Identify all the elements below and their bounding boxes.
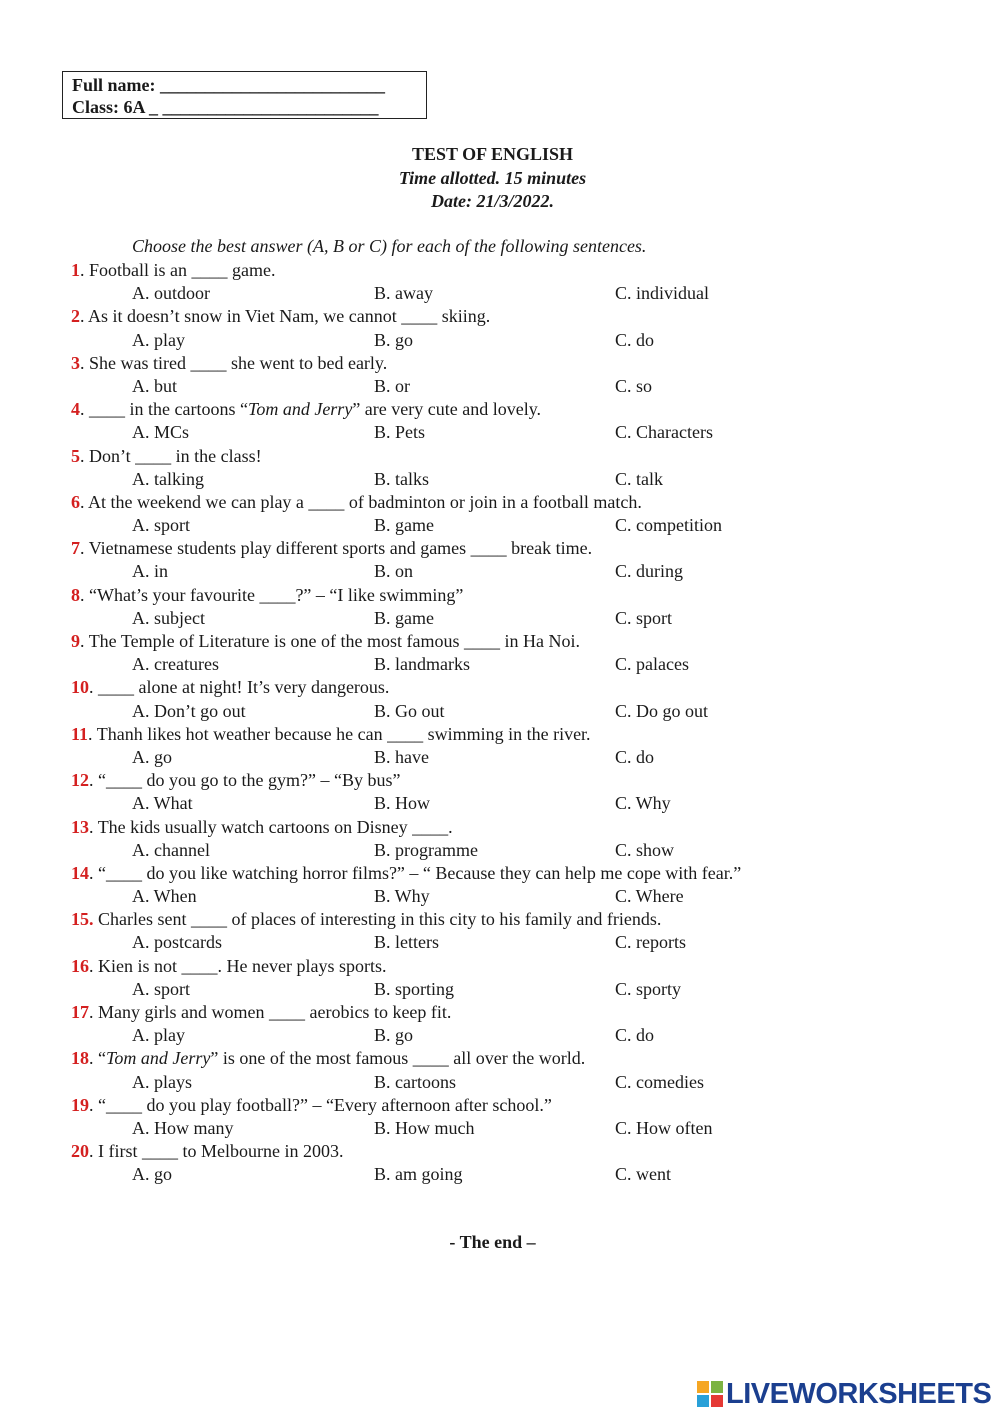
- question-separator: .: [80, 399, 89, 420]
- answer-options: [71, 1117, 971, 1140]
- logo-square-4: [711, 1395, 723, 1407]
- question-2: [71, 305, 971, 328]
- option-b: B. letters: [374, 932, 439, 953]
- question-number: 4: [71, 399, 80, 420]
- question-text: ” are very cute and lovely.: [352, 399, 542, 420]
- question-separator: .: [80, 352, 89, 373]
- question-text: Kien is not ____. He never plays sports.: [98, 955, 387, 976]
- question-number: 16: [71, 955, 89, 976]
- option-a: A. How many: [132, 1117, 234, 1138]
- question-8: [71, 584, 971, 607]
- option-c: C. do: [615, 1025, 655, 1046]
- option-c: C. do: [615, 329, 655, 350]
- question-number: 5: [71, 445, 80, 466]
- answer-options: [71, 1024, 971, 1047]
- question-text: “: [98, 1048, 106, 1069]
- question-separator: .: [88, 723, 97, 744]
- option-c: C. sporty: [615, 978, 682, 999]
- option-a: A. What: [132, 793, 193, 814]
- question-text: “____ do you go to the gym?” – “By bus”: [98, 770, 401, 791]
- student-info-box: [62, 71, 427, 119]
- option-a: A. in: [132, 561, 168, 582]
- the-end: - The end –: [449, 1232, 536, 1252]
- liveworksheets-logo-text: LIVEWORKSHEETS: [726, 1377, 992, 1410]
- answer-options: [71, 607, 971, 630]
- question-text: As it doesn’t snow in Viet Nam, we cannot ____ skiing.: [88, 306, 491, 327]
- question-separator: .: [89, 770, 98, 791]
- option-b: B. or: [374, 375, 410, 396]
- question-6: [71, 491, 971, 514]
- question-1: [71, 259, 971, 282]
- answer-options: [71, 746, 971, 769]
- option-c: C. Where: [615, 886, 684, 907]
- option-c: C. during: [615, 561, 684, 582]
- question-separator: .: [89, 1002, 98, 1022]
- option-c: C. Do go out: [615, 700, 709, 721]
- option-a: A. channel: [132, 839, 210, 860]
- question-text: Charles sent ____ of places of interesting in this city to his family and friends.: [98, 909, 662, 930]
- option-b: B. How: [374, 793, 431, 814]
- option-b: B. How much: [374, 1117, 475, 1138]
- question-number: 1: [71, 260, 80, 280]
- question-text-italic: Tom and Jerry: [247, 399, 353, 420]
- question-separator: .: [89, 816, 98, 837]
- question-text: Football is an ____ game.: [89, 260, 276, 280]
- question-separator: .: [89, 1094, 98, 1115]
- question-separator: .: [89, 862, 98, 883]
- question-text: Thanh likes hot weather because he can ____ swimming in the river.: [96, 723, 591, 744]
- option-c: C. so: [615, 375, 653, 396]
- question-text: “What’s your favourite ____?” – “I like swimming”: [89, 584, 464, 605]
- option-c: C. went: [615, 1164, 671, 1185]
- option-b: B. am going: [374, 1164, 463, 1185]
- question-11: [71, 723, 971, 746]
- option-c: C. do: [615, 746, 655, 767]
- answer-options: [71, 792, 971, 815]
- option-c: C. individual: [615, 283, 709, 304]
- class-line: Class: 6A _ ________________________: [72, 97, 379, 117]
- option-b: B. Go out: [374, 700, 445, 721]
- question-text: At the weekend we can play a ____ of badminton or join in a football match.: [88, 491, 642, 512]
- question-number: 3: [71, 352, 80, 373]
- question-separator: .: [80, 306, 89, 327]
- test-title: TEST OF ENGLISH: [411, 144, 574, 164]
- question-separator: .: [89, 1048, 98, 1069]
- answer-options: [71, 329, 971, 352]
- option-b: B. game: [374, 515, 434, 536]
- option-a: A. sport: [132, 515, 190, 536]
- option-b: B. game: [374, 607, 434, 628]
- option-a: A. go: [132, 1164, 172, 1185]
- option-a: A. outdoor: [132, 283, 210, 304]
- answer-options: [71, 700, 971, 723]
- answer-options: [71, 839, 971, 862]
- time-allotted: Time allotted. 15 minutes: [398, 168, 587, 188]
- question-18: [71, 1047, 971, 1070]
- option-b: B. talks: [374, 468, 430, 489]
- question-15: [71, 908, 971, 931]
- option-c: C. reports: [615, 932, 686, 953]
- option-a: A. MCs: [132, 422, 190, 443]
- question-number: 14: [71, 862, 89, 883]
- answer-options: [71, 885, 971, 908]
- question-separator: .: [80, 631, 89, 651]
- option-c: C. competition: [615, 515, 722, 536]
- option-b: B. go: [374, 329, 414, 350]
- question-separator: .: [80, 445, 89, 466]
- question-text: Many girls and women ____ aerobics to keep fit.: [98, 1002, 452, 1022]
- question-14: [71, 862, 971, 885]
- option-a: A. postcards: [132, 932, 222, 953]
- question-text: ” is one of the most famous ____ all over the world.: [210, 1048, 586, 1069]
- instruction: Choose the best answer (A, B or C) for each of the following sentences.: [132, 236, 647, 256]
- question-separator: .: [80, 260, 89, 280]
- question-12: [71, 769, 971, 792]
- question-separator: .: [89, 1141, 98, 1162]
- option-c: C. palaces: [615, 654, 689, 675]
- question-number: 10: [71, 677, 89, 698]
- question-separator: .: [80, 491, 89, 512]
- option-a: A. plays: [132, 1071, 192, 1092]
- full-name-line: Full name: _________________________: [72, 75, 385, 95]
- question-text: The kids usually watch cartoons on Disney ____.: [97, 816, 453, 837]
- answer-options: [71, 931, 971, 954]
- question-text: “____ do you play football?” – “Every afternoon after school.”: [98, 1094, 552, 1115]
- answer-options: [71, 514, 971, 537]
- option-a: A. subject: [132, 607, 205, 628]
- option-a: A. play: [132, 1025, 185, 1046]
- logo-square-2: [711, 1381, 723, 1393]
- answer-options: [71, 560, 971, 583]
- question-17: [71, 1001, 971, 1024]
- question-number: 8: [71, 584, 80, 605]
- question-5: [71, 445, 971, 468]
- option-c: C. talk: [615, 468, 663, 489]
- option-a: A. talking: [132, 468, 204, 489]
- question-list: [71, 259, 971, 1187]
- question-number: 15.: [71, 909, 94, 930]
- option-c: C. comedies: [615, 1071, 704, 1092]
- question-number: 19: [71, 1094, 89, 1115]
- question-separator: .: [80, 538, 89, 559]
- question-13: [71, 816, 971, 839]
- option-a: A. creatures: [132, 654, 219, 675]
- option-b: B. have: [374, 746, 429, 767]
- question-text: ____ in the cartoons “: [89, 399, 248, 420]
- question-separator: .: [89, 955, 98, 976]
- answer-options: [71, 375, 971, 398]
- question-number: 9: [71, 631, 80, 651]
- logo-square-1: [697, 1381, 709, 1393]
- answer-options: [71, 653, 971, 676]
- logo-square-3: [697, 1395, 709, 1407]
- question-text: ____ alone at night! It’s very dangerous.: [98, 677, 390, 698]
- question-text-italic: Tom and Jerry: [106, 1048, 211, 1069]
- question-number: 17: [71, 1002, 89, 1022]
- option-c: C. sport: [615, 607, 673, 628]
- question-number: 20: [71, 1141, 89, 1162]
- option-a: A. sport: [132, 978, 190, 999]
- question-text: Don’t ____ in the class!: [89, 445, 262, 466]
- question-number: 2: [71, 306, 80, 327]
- option-c: C. How often: [615, 1117, 713, 1138]
- question-number: 11: [71, 723, 89, 744]
- option-c: C. Characters: [615, 422, 713, 443]
- question-20: [71, 1140, 971, 1163]
- question-separator: .: [89, 677, 98, 698]
- test-date: Date: 21/3/2022.: [431, 191, 554, 211]
- option-a: A. but: [132, 375, 177, 396]
- option-b: B. away: [374, 283, 433, 304]
- liveworksheets-watermark: [697, 1378, 991, 1410]
- question-16: [71, 955, 971, 978]
- option-a: A. play: [132, 329, 185, 350]
- question-number: 13: [71, 816, 89, 837]
- option-c: C. show: [615, 839, 675, 860]
- question-number: 6: [71, 491, 80, 512]
- option-b: B. go: [374, 1025, 414, 1046]
- option-a: A. When: [132, 886, 197, 907]
- question-text: She was tired ____ she went to bed early.: [89, 352, 388, 373]
- option-b: B. programme: [374, 839, 478, 860]
- question-separator: .: [80, 584, 89, 605]
- option-b: B. sporting: [374, 978, 455, 999]
- answer-options: [71, 421, 971, 444]
- question-text: Vietnamese students play different sports and games ____ break time.: [88, 538, 593, 559]
- answer-options: [71, 1071, 971, 1094]
- question-19: [71, 1094, 971, 1117]
- question-text: “____ do you like watching horror films?” – “ Because they can help me cope with fear.”: [98, 862, 742, 883]
- question-text: The Temple of Literature is one of the most famous ____ in Ha Noi.: [88, 631, 580, 651]
- question-number: 7: [71, 538, 80, 559]
- option-b: B. on: [374, 561, 414, 582]
- question-text: I first ____ to Melbourne in 2003.: [98, 1141, 344, 1162]
- question-number: 18: [71, 1048, 89, 1069]
- option-a: A. Don’t go out: [132, 700, 246, 721]
- option-c: C. Why: [615, 793, 671, 814]
- option-b: B. cartoons: [374, 1071, 456, 1092]
- question-7: [71, 537, 971, 560]
- answer-options: [71, 282, 971, 305]
- answer-options: [71, 978, 971, 1001]
- question-9: [71, 630, 971, 653]
- liveworksheets-logo-icon: [697, 1381, 723, 1407]
- question-10: [71, 676, 971, 699]
- option-b: B. Pets: [374, 422, 426, 443]
- answer-options: [71, 1163, 971, 1186]
- question-3: [71, 352, 971, 375]
- question-4: [71, 398, 971, 421]
- question-number: 12: [71, 770, 89, 791]
- option-b: B. Why: [374, 886, 430, 907]
- option-a: A. go: [132, 746, 172, 767]
- answer-options: [71, 468, 971, 491]
- option-b: B. landmarks: [374, 654, 470, 675]
